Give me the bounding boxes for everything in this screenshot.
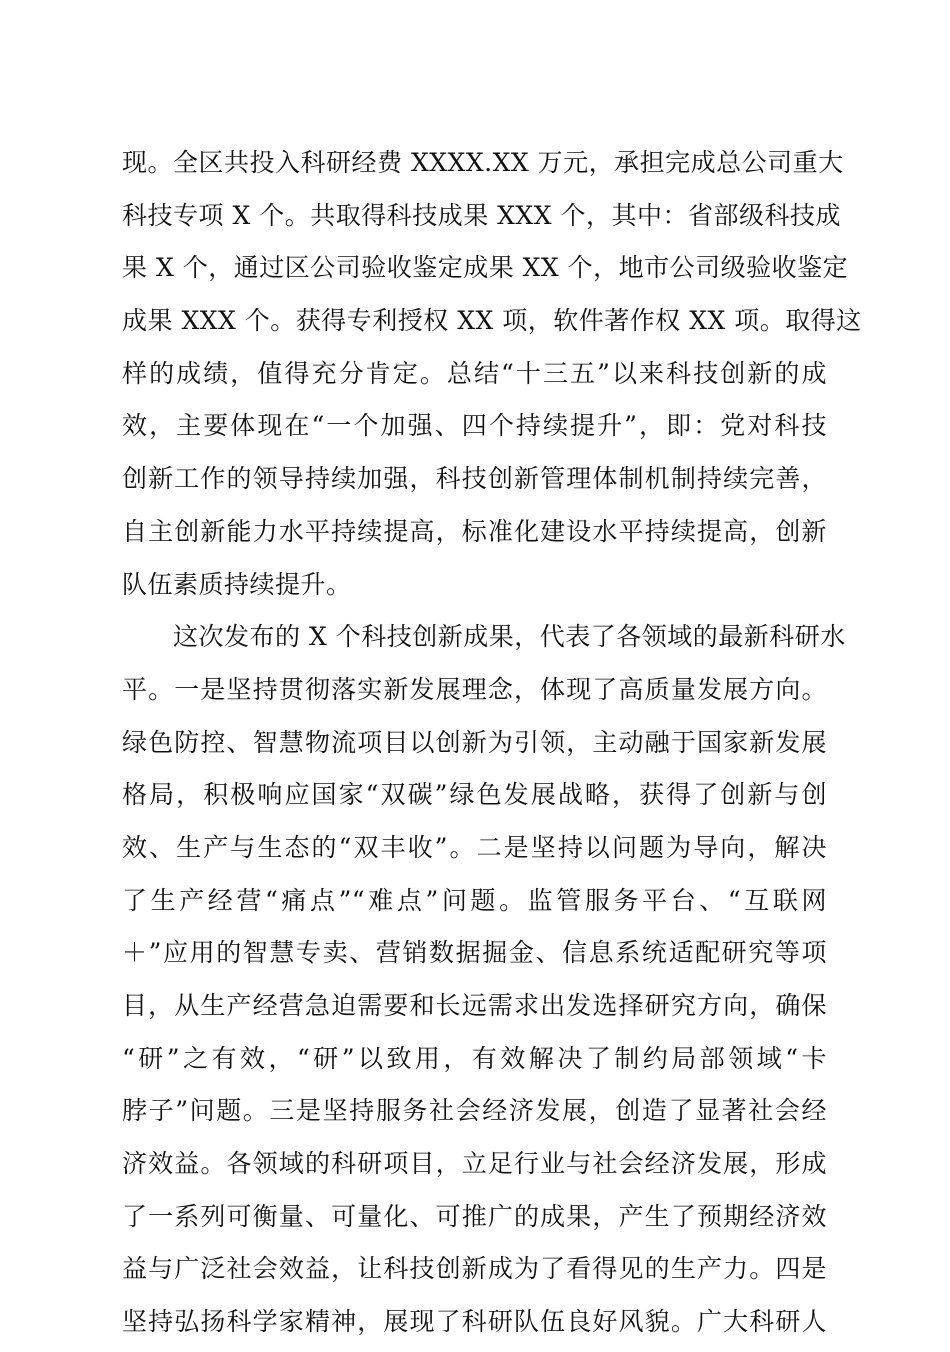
text-line: 格局，积极响应国家“双碳”绿色发展战略，获得了创新与创 [122, 780, 827, 810]
text-line: 这次发布的 X 个科技创新成果，代表了各领域的最新科研水 [122, 622, 846, 652]
text-line: 脖子”问题。三是坚持服务社会经济发展，创造了显著社会经 [122, 1096, 827, 1126]
text-line: 了一系列可衡量、可量化、可推广的成果，产生了预期经济效 [122, 1201, 827, 1231]
text-line: 济效益。各领域的科研项目，立足行业与社会经济发展，形成 [122, 1149, 827, 1179]
text-line: 创新工作的领导持续加强，科技创新管理体制机制持续完善， [122, 464, 827, 494]
text-line: ＋”应用的智慧专卖、营销数据掘金、信息系统适配研究等项 [122, 938, 827, 968]
text-line: 自主创新能力水平持续提高，标准化建设水平持续提高，创新 [122, 516, 827, 546]
text-line: 科技专项 X 个。共取得科技成果 XXX 个，其中：省部级科技成 [122, 200, 841, 230]
text-line: 了生产经营“痛点”“难点”问题。监管服务平台、“互联网 [122, 885, 827, 915]
text-line: 样的成绩，值得充分肯定。总结“十三五”以来科技创新的成 [122, 358, 827, 388]
text-line: 果 X 个，通过区公司验收鉴定成果 XX 个，地市公司级验收鉴定 [122, 253, 849, 283]
text-line: 绿色防控、智慧物流项目以创新为引领，主动融于国家新发展 [122, 727, 827, 757]
text-line: 成果 XXX 个。获得专利授权 XX 项，软件著作权 XX 项。取得这 [122, 306, 862, 336]
text-line: 效，主要体现在“一个加强、四个持续提升”，即：党对科技 [122, 411, 827, 441]
text-line: “研”之有效，“研”以致用，有效解决了制约局部领域“卡 [122, 1043, 827, 1073]
text-line: 坚持弘扬科学家精神，展现了科研队伍良好风貌。广大科研人 [122, 1307, 827, 1337]
text-line: 益与广泛社会效益，让科技创新成为了看得见的生产力。四是 [122, 1254, 827, 1284]
body-text [122, 140, 862, 1352]
text-line: 现。全区共投入科研经费 XXXX.XX 万元，承担完成总公司重大 [122, 148, 844, 177]
text-line: 队伍素质持续提升。 [122, 569, 352, 599]
text-line: 平。一是坚持贯彻落实新发展理念，体现了高质量发展方向。 [122, 674, 827, 704]
text-line: 目，从生产经营急迫需要和长远需求出发选择研究方向，确保 [122, 991, 827, 1020]
text-line: 效、生产与生态的“双丰收”。二是坚持以问题为导向，解决 [122, 832, 827, 862]
